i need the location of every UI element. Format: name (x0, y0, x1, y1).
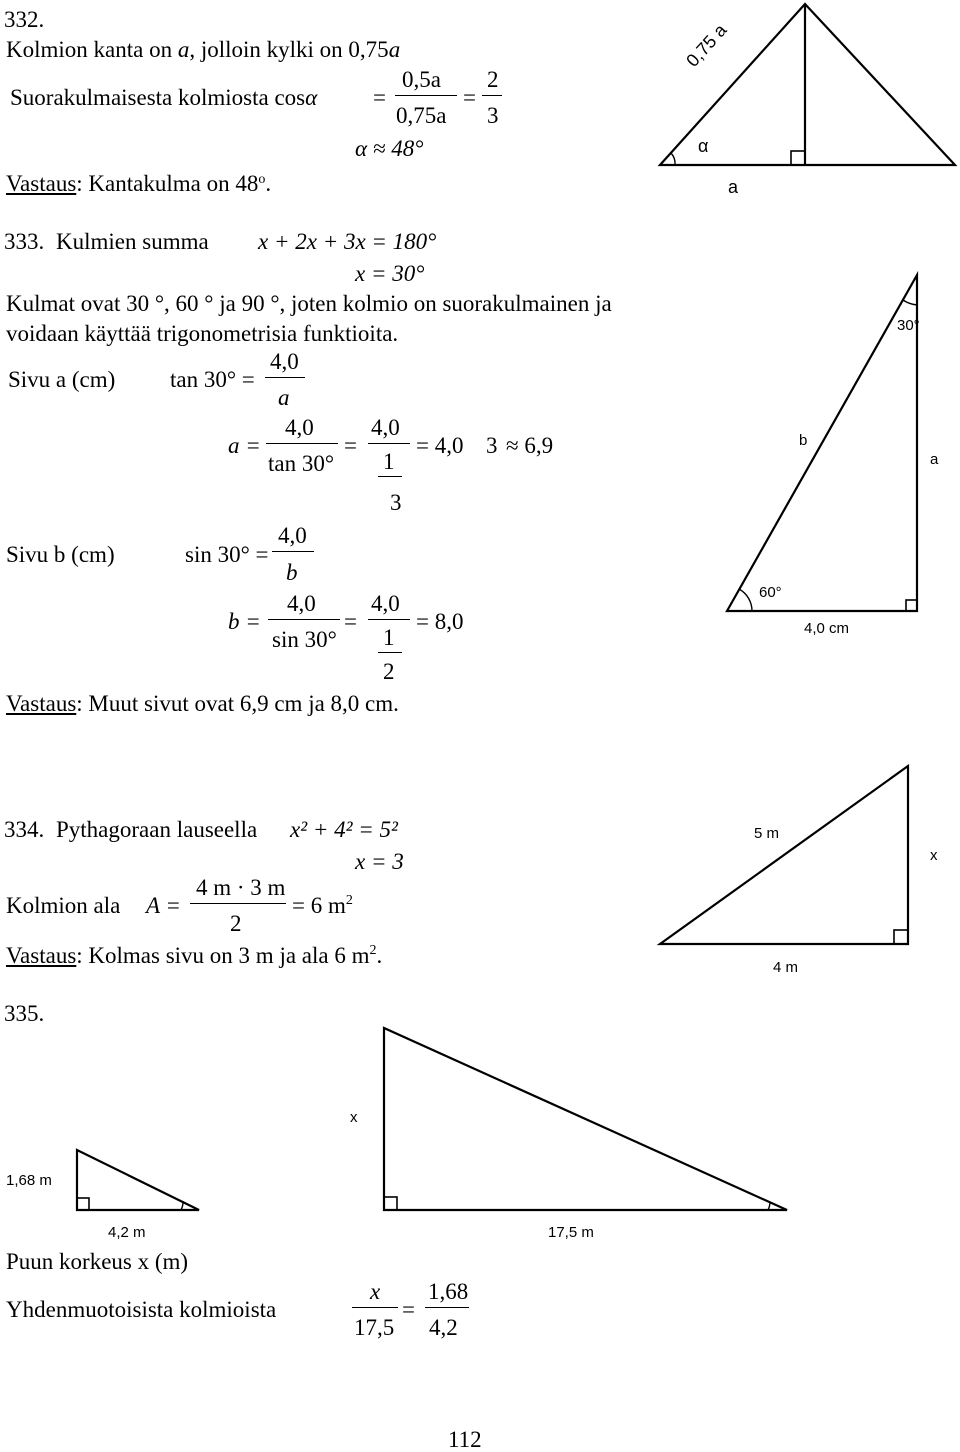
figure-334-right-angle (894, 930, 908, 944)
figure-332-side-label: 0,75 a (682, 20, 731, 71)
fraction-denominator-2: 3 (487, 103, 499, 128)
a-denominator-1: tan 30° (268, 451, 335, 476)
area-result-text: = 6 m (292, 893, 346, 918)
b-denominator-2-num: 1 (383, 625, 395, 650)
b-denominator-2-den: 2 (383, 659, 395, 684)
a-denominator-2-root: 3 (390, 490, 402, 515)
degree-sup: o (258, 172, 266, 187)
cos-label-text: Suorakulmaisesta kolmiosta cos (10, 85, 306, 110)
a-numerator-2: 4,0 (371, 415, 400, 440)
answer-text: : Kantakulma on 48 (76, 171, 259, 196)
figure-335-large-right-angle (384, 1197, 397, 1210)
b-denominator-1: sin 30° (272, 627, 337, 652)
ratio-denominator-2: 4,2 (429, 1315, 458, 1340)
equation-sum: x + 2x + 3x = 180° (258, 229, 437, 254)
answer-end: . (376, 943, 383, 968)
figure-333-triangle (727, 275, 917, 611)
alpha-symbol: α (305, 85, 318, 110)
figure-333-right-angle (906, 600, 917, 611)
figure-335-large-angle-arc (768, 1202, 770, 1210)
figure-333-angle-30-label: 30° (897, 317, 920, 334)
page-number: 112 (448, 1427, 482, 1452)
line-angles: Kulmat ovat 30 °, 60 ° ja 90 °, joten kolmio on suorakulmainen ja (6, 291, 612, 316)
equals-sign-2: = (463, 85, 476, 110)
ratio-numerator-1: x (370, 1279, 381, 1304)
var-a: a (177, 37, 190, 62)
b-numerator-1: 4,0 (287, 591, 316, 616)
a-lhs: a = (228, 433, 261, 458)
answer-text: : Kolmas sivu on 3 m ja ala 6 m (76, 943, 370, 968)
problem-334-number: 334. (4, 817, 45, 842)
problem-332-number: 332. (4, 7, 45, 32)
figure-335-small-right-angle (77, 1198, 89, 1210)
sum-label: Kulmien summa (56, 229, 209, 254)
pythagoras-equation: x² + 4² = 5² (290, 817, 398, 842)
area-sup: 2 (345, 893, 353, 908)
figure-333-angle-60-label: 60° (759, 584, 782, 601)
figure-334-x-label: x (930, 847, 938, 864)
figure-335-small-triangle (77, 1150, 199, 1210)
line1-text: Kolmion kanta on (6, 37, 178, 62)
figure-332-angle-arc (671, 153, 675, 165)
figure-333-b-label: b (799, 432, 808, 449)
var-a-2: a (388, 37, 401, 62)
figure-335-small-base-label: 4,2 m (108, 1224, 146, 1241)
sin-lhs: sin 30° = (185, 542, 269, 567)
area-numerator: 4 m · 3 m (196, 875, 286, 900)
sin-numerator: 4,0 (278, 523, 307, 548)
problem-333-number: 333. (4, 229, 45, 254)
figure-332-alpha-label: α (698, 136, 709, 156)
figure-334-triangle (660, 766, 908, 944)
answer-text: : Muut sivut ovat 6,9 cm ja 8,0 cm. (76, 691, 399, 716)
line1-text-2: , jolloin kylki on 0,75 (189, 37, 389, 62)
b-numerator-2: 4,0 (371, 591, 400, 616)
answer-end: . (265, 171, 272, 196)
fraction-numerator: 0,5a (402, 67, 441, 92)
figure-333-base-label: 4,0 cm (804, 620, 850, 637)
tan-denominator: a (278, 385, 290, 410)
figure-333-angle-arc-30 (903, 300, 917, 305)
a-approx: ≈ 6,9 (506, 433, 554, 458)
approx-line: α ≈ 48° (355, 136, 424, 161)
side-a-label: Sivu a (cm) (8, 367, 116, 392)
sin-denominator: b (286, 560, 298, 585)
problem-335-number: 335. (4, 1001, 45, 1026)
equation-x: x = 30° (355, 261, 425, 286)
tan-lhs: tan 30° = (170, 367, 255, 392)
figure-333-angle-arc-60 (739, 589, 752, 611)
figure-335-large-base-label: 17,5 m (548, 1224, 594, 1241)
figure-334-base-label: 4 m (773, 959, 799, 976)
pythagoras-label: Pythagoraan lauseella (56, 817, 258, 842)
area-label: Kolmion ala (6, 893, 121, 918)
fraction-denominator: 0,75a (396, 103, 447, 128)
b-result: = 8,0 (416, 609, 464, 634)
equals-sign: = (373, 85, 386, 110)
b-lhs: b = (228, 609, 261, 634)
area-lhs: A = (146, 893, 181, 918)
tan-numerator: 4,0 (270, 349, 299, 374)
b-equals: = (344, 609, 357, 634)
line-trig: voidaan käyttää trigonometrisia funktioita. (6, 321, 399, 346)
tree-height-label: Puun korkeus x (m) (6, 1249, 189, 1274)
figure-335-large-height-label: x (350, 1109, 358, 1126)
figure-332-base-label: a (728, 177, 739, 197)
answer-label: Vastaus (6, 691, 77, 716)
area-denominator: 2 (230, 911, 242, 936)
ratio-equals: = (402, 1297, 415, 1322)
a-equals: = (344, 433, 357, 458)
a-root-3: 3 (486, 433, 498, 458)
side-b-label: Sivu b (cm) (6, 542, 115, 567)
figure-335-large-triangle (384, 1028, 787, 1210)
a-denominator-2-num: 1 (383, 449, 395, 474)
fraction-numerator-2: 2 (487, 67, 499, 92)
similar-label: Yhdenmuotoisista kolmioista (6, 1297, 277, 1322)
answer-label: Vastaus (6, 943, 77, 968)
figure-333-a-label: a (930, 451, 939, 468)
a-numerator-1: 4,0 (285, 415, 314, 440)
pythagoras-result: x = 3 (355, 849, 404, 874)
answer-sup: 2 (369, 943, 377, 958)
answer-label: Vastaus (6, 171, 77, 196)
ratio-denominator-1: 17,5 (354, 1315, 395, 1340)
a-result: = 4,0 (416, 433, 464, 458)
figure-334-hyp-label: 5 m (754, 825, 780, 842)
ratio-numerator-2: 1,68 (428, 1279, 469, 1304)
figure-335-small-height-label: 1,68 m (6, 1172, 52, 1189)
figure-332-right-angle (791, 151, 805, 165)
